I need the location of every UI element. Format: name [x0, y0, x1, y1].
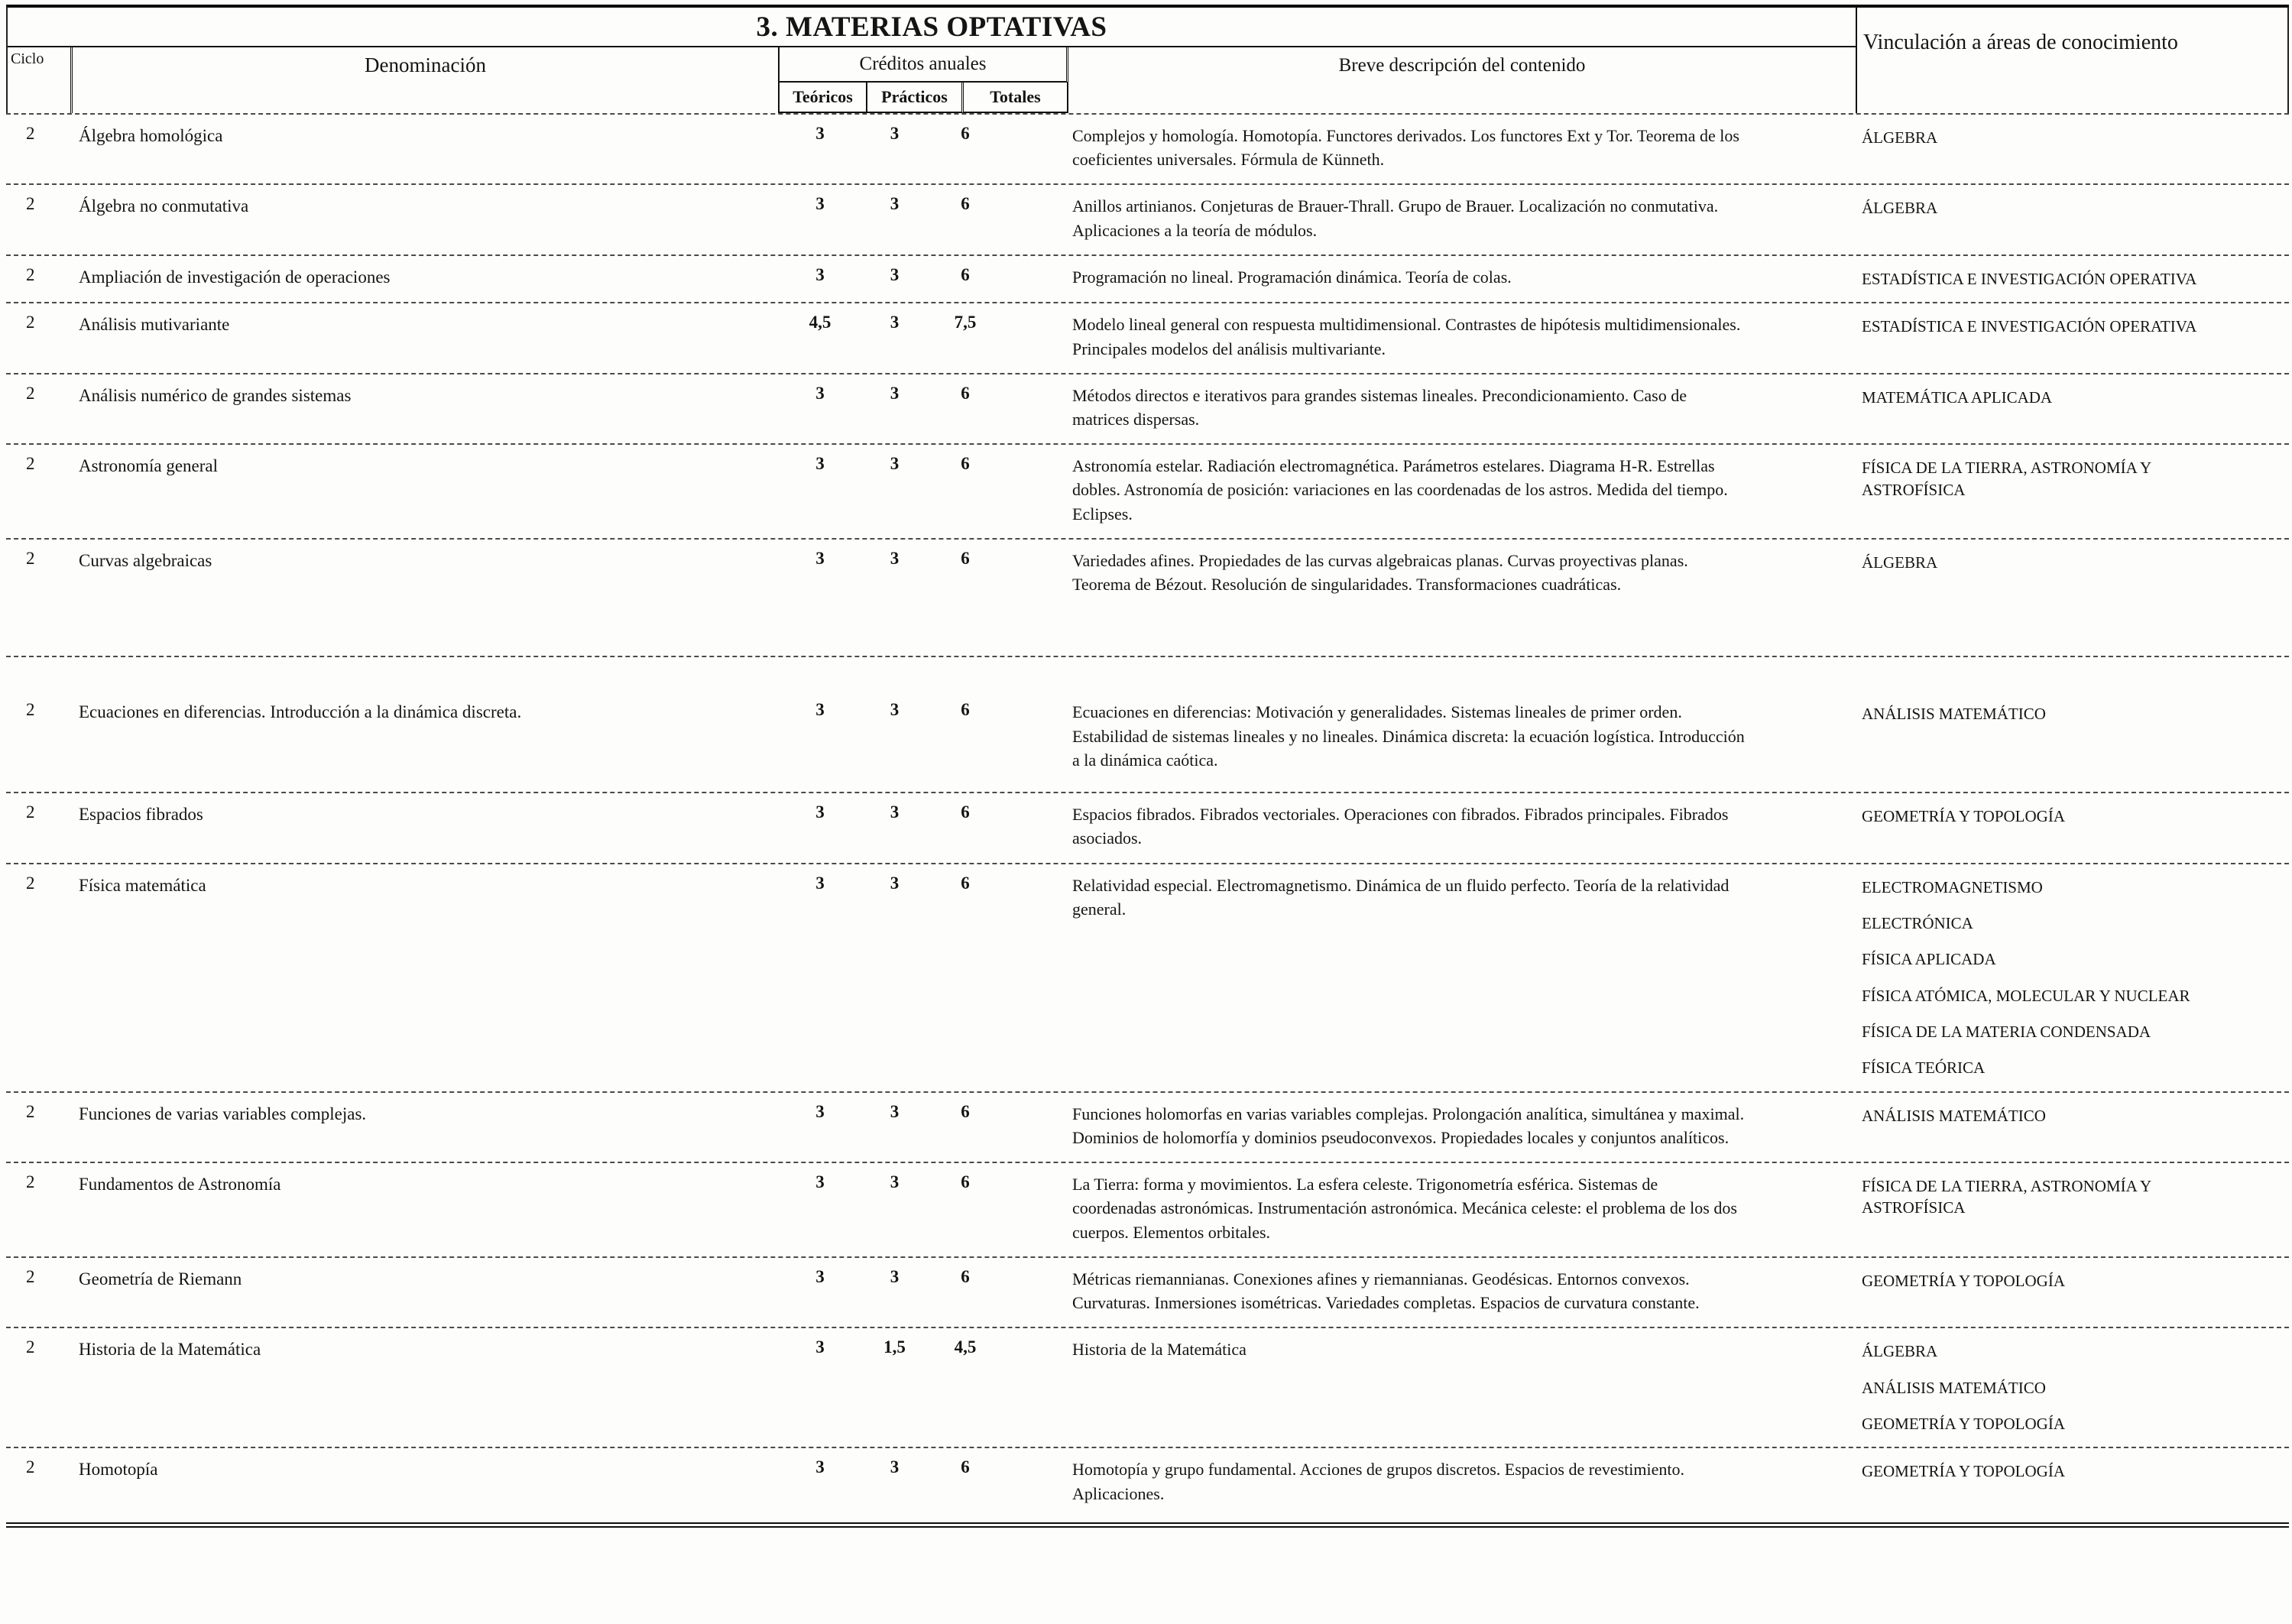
descripcion-value: La Tierra: forma y movimientos. La esfera celeste. Trigonometría esférica. Sistemas de coordenadas astronómicas. Instrumentación astronómica. Mecánica celeste: el problema de los dos cuerpos. Elementos orbitales. — [1072, 1175, 1737, 1242]
ciclo-value: 2 — [26, 802, 35, 822]
area-value: ESTADÍSTICA E INVESTIGACIÓN OPERATIVA — [1862, 317, 2197, 336]
denominacion-value: Geometría de Riemann — [79, 1269, 242, 1289]
table-header-left — [8, 8, 1856, 113]
practicos-value: 3 — [890, 873, 900, 893]
descripcion-value: Espacios fibrados. Fibrados vectoriales. Operaciones con fibrados. Fibrados principales. Fibrados asociados. — [1072, 805, 1729, 848]
table-row — [6, 538, 2289, 656]
area-value: GEOMETRÍA Y TOPOLOGÍA — [1862, 1414, 2065, 1433]
area-value: FÍSICA TEÓRICA — [1862, 1058, 1986, 1078]
teoricos-value: 3 — [815, 1337, 825, 1357]
descripcion-value: Astronomía estelar. Radiación electromagnética. Parámetros estelares. Diagrama H-R. Estrellas dobles. Astronomía de posición: variaciones en las coordenadas de los astros. Medida del tiempo. Eclipses. — [1072, 456, 1728, 524]
areas-cell — [1856, 540, 2292, 585]
totales-value: 6 — [961, 264, 970, 284]
column-header-vinculacion: Vinculación a áreas de conocimiento — [1856, 8, 2289, 113]
table-row — [6, 254, 2289, 302]
totales-value: 6 — [961, 1101, 970, 1121]
descripcion-value: Programación no lineal. Programación dinámica. Teoría de colas. — [1072, 267, 1512, 287]
areas-cell — [1856, 691, 2292, 737]
table-row — [6, 863, 2289, 1091]
practicos-value: 3 — [890, 1457, 900, 1477]
denominacion-value: Álgebra homológica — [79, 126, 223, 145]
area-value: ÁLGEBRA — [1862, 199, 1938, 218]
denominacion-value: Curvas algebraicas — [79, 550, 212, 570]
denominacion-value: Análisis numérico de grandes sistemas — [79, 385, 352, 405]
teoricos-value: 3 — [815, 383, 825, 403]
table-row — [6, 1256, 2289, 1327]
totales-value: 6 — [961, 1457, 970, 1477]
teoricos-value: 3 — [815, 1266, 825, 1286]
areas-cell — [1856, 1328, 2292, 1447]
area-value: FÍSICA DE LA TIERRA, ASTRONOMÍA Y ASTROFÍSICA — [1862, 459, 2151, 499]
teoricos-value: 3 — [815, 454, 825, 474]
ciclo-value: 2 — [26, 1101, 35, 1121]
totales-value: 6 — [961, 194, 970, 214]
denominacion-value: Álgebra no conmutativa — [79, 196, 249, 216]
table-row — [6, 792, 2289, 862]
practicos-value: 3 — [890, 700, 900, 720]
descripcion-value: Relatividad especial. Electromagnetismo. Dinámica de un fluido perfecto. Teoría de la relatividad general. — [1072, 875, 1730, 919]
descripcion-value: Anillos artinianos. Conjeturas de Brauer-Thrall. Grupo de Brauer. Localización no conmutativa. Aplicaciones a la teoría de módulos. — [1072, 196, 1719, 240]
descripcion-value: Funciones holomorfas en varias variables complejas. Prolongación analítica, simultánea y maximal. Dominios de holomorfía y dominios pseudoconvexos. Propiedades locales y conjuntos analíticos. — [1072, 1104, 1745, 1147]
teoricos-value: 3 — [815, 548, 825, 568]
totales-value: 6 — [961, 383, 970, 403]
denominacion-value: Análisis mutivariante — [79, 315, 230, 335]
ciclo-value: 2 — [26, 873, 35, 893]
areas-cell — [1856, 1093, 2292, 1139]
column-header-denominacion: Denominación — [365, 53, 486, 76]
areas-cell — [1856, 374, 2292, 420]
totales-value: 6 — [961, 802, 970, 822]
teoricos-value: 3 — [815, 1457, 825, 1477]
practicos-value: 3 — [890, 802, 900, 822]
area-value: ÁLGEBRA — [1862, 1342, 1938, 1361]
areas-cell — [1856, 256, 2292, 302]
column-header-descripcion: Breve descripción del contenido — [1338, 55, 1586, 76]
practicos-value: 3 — [890, 313, 900, 332]
areas-cell — [1856, 303, 2292, 349]
teoricos-value: 3 — [815, 1101, 825, 1121]
areas-cell — [1856, 864, 2292, 1091]
ciclo-value: 2 — [26, 194, 35, 214]
column-header-totales: Totales — [964, 83, 1068, 113]
table-row — [6, 1162, 2289, 1256]
area-value: FÍSICA DE LA MATERIA CONDENSADA — [1862, 1022, 2151, 1041]
areas-cell — [1856, 1258, 2292, 1304]
teoricos-value: 3 — [815, 194, 825, 214]
practicos-value: 3 — [890, 383, 900, 403]
totales-value: 6 — [961, 1266, 970, 1286]
descripcion-value: Ecuaciones en diferencias: Motivación y generalidades. Sistemas lineales de primer orden. Estabilidad de sistemas lineales y no lineales. Dinámica discreta: la ecuación logística. Introducción a la dinámica caótica. — [1072, 702, 1745, 770]
area-value: FÍSICA APLICADA — [1862, 950, 1996, 969]
denominacion-value: Fundamentos de Astronomía — [79, 1175, 281, 1194]
descripcion-value: Métricas riemannianas. Conexiones afines y riemannianas. Geodésicas. Entornos convexos. Curvaturas. Inmersiones isométricas. Variedades completas. Espacios de curvatura constante. — [1072, 1269, 1700, 1313]
page-title — [8, 8, 1856, 47]
table-row — [6, 443, 2289, 538]
areas-cell — [1856, 445, 2292, 513]
teoricos-value: 3 — [815, 802, 825, 822]
column-header-ciclo: Ciclo — [8, 47, 73, 113]
practicos-value: 3 — [890, 124, 900, 143]
area-value: MATEMÁTICA APLICADA — [1862, 387, 2053, 407]
area-value: ÁLGEBRA — [1862, 553, 1938, 572]
practicos-value: 1,5 — [883, 1337, 906, 1357]
area-value: GEOMETRÍA Y TOPOLOGÍA — [1862, 1462, 2065, 1481]
table-row — [6, 302, 2289, 372]
totales-value: 4,5 — [954, 1337, 977, 1357]
table-row — [6, 1091, 2289, 1162]
teoricos-value: 3 — [815, 124, 825, 143]
ciclo-value: 2 — [26, 1457, 35, 1477]
column-header-creditos-anuales: Créditos anuales — [778, 47, 1068, 83]
descripcion-value: Métodos directos e iterativos para grandes sistemas lineales. Precondicionamiento. Caso de matrices dispersas. — [1072, 385, 1687, 429]
practicos-value: 3 — [890, 1172, 900, 1192]
ciclo-value: 2 — [26, 313, 35, 332]
ciclo-value: 2 — [26, 700, 35, 720]
area-value: ANÁLISIS MATEMÁTICO — [1862, 705, 2046, 724]
area-value: ELECTRÓNICA — [1862, 913, 1973, 932]
areas-cell — [1856, 1448, 2292, 1494]
totales-value: 6 — [961, 548, 970, 568]
table-row — [6, 113, 2289, 183]
page-title-text: 3. MATERIAS OPTATIVAS — [756, 11, 1107, 43]
areas-cell — [1856, 1163, 2292, 1231]
area-value: FÍSICA DE LA TIERRA, ASTRONOMÍA Y ASTROFÍSICA — [1862, 1177, 2151, 1217]
area-value: GEOMETRÍA Y TOPOLOGÍA — [1862, 807, 2065, 826]
practicos-value: 3 — [890, 454, 900, 474]
table-body — [6, 113, 2289, 1528]
ciclo-value: 2 — [26, 124, 35, 143]
practicos-value: 3 — [890, 548, 900, 568]
descripcion-value: Historia de la Matemática — [1072, 1340, 1246, 1360]
totales-value: 6 — [961, 454, 970, 474]
ciclo-value: 2 — [26, 1337, 35, 1357]
area-value: ÁLGEBRA — [1862, 128, 1938, 147]
ciclo-value: 2 — [26, 383, 35, 403]
teoricos-value: 3 — [815, 700, 825, 720]
denominacion-value: Historia de la Matemática — [79, 1340, 261, 1360]
table-row — [6, 656, 2289, 792]
practicos-value: 3 — [890, 264, 900, 284]
denominacion-value: Homotopía — [79, 1460, 158, 1480]
practicos-value: 3 — [890, 1266, 900, 1286]
area-value: ANÁLISIS MATEMÁTICO — [1862, 1106, 2046, 1125]
area-value: ESTADÍSTICA E INVESTIGACIÓN OPERATIVA — [1862, 269, 2197, 288]
ciclo-value: 2 — [26, 1266, 35, 1286]
areas-cell — [1856, 115, 2292, 160]
areas-cell — [1856, 185, 2292, 231]
area-value: FÍSICA ATÓMICA, MOLECULAR Y NUCLEAR — [1862, 986, 2190, 1005]
descripcion-value: Modelo lineal general con respuesta multidimensional. Contrastes de hipótesis multidimensionales. Principales modelos del análisis multivariante. — [1072, 315, 1741, 358]
ciclo-value: 2 — [26, 454, 35, 474]
ciclo-value: 2 — [26, 264, 35, 284]
totales-value: 7,5 — [954, 313, 977, 332]
table-row — [6, 1447, 2289, 1522]
table-row — [6, 183, 2289, 254]
denominacion-value: Espacios fibrados — [79, 805, 203, 825]
table-row — [6, 1327, 2289, 1447]
practicos-value: 3 — [890, 1101, 900, 1121]
ciclo-value: 2 — [26, 1172, 35, 1192]
practicos-value: 3 — [890, 194, 900, 214]
table-row — [6, 373, 2289, 443]
area-value: GEOMETRÍA Y TOPOLOGÍA — [1862, 1271, 2065, 1290]
teoricos-value: 3 — [815, 873, 825, 893]
column-header-teoricos: Teóricos — [778, 83, 867, 113]
totales-value: 6 — [961, 124, 970, 143]
totales-value: 6 — [961, 873, 970, 893]
denominacion-value: Astronomía general — [79, 456, 219, 476]
descripcion-value: Complejos y homología. Homotopía. Functores derivados. Los functores Ext y Tor. Teorema de los coeficientes universales. Fórmula de Künneth. — [1072, 126, 1739, 170]
table-header — [6, 5, 2289, 113]
denominacion-value: Ampliación de investigación de operaciones — [79, 267, 391, 287]
totales-value: 6 — [961, 1172, 970, 1192]
teoricos-value: 4,5 — [809, 313, 832, 332]
denominacion-value: Funciones de varias variables complejas. — [79, 1104, 367, 1123]
teoricos-value: 3 — [815, 1172, 825, 1192]
area-value: ANÁLISIS MATEMÁTICO — [1862, 1378, 2046, 1397]
ciclo-value: 2 — [26, 548, 35, 568]
area-value: ELECTROMAGNETISMO — [1862, 877, 2043, 896]
denominacion-value: Física matemática — [79, 875, 206, 895]
column-header-practicos: Prácticos — [867, 83, 964, 113]
areas-cell — [1856, 793, 2292, 839]
teoricos-value: 3 — [815, 264, 825, 284]
totales-value: 6 — [961, 700, 970, 720]
descripcion-value: Variedades afines. Propiedades de las curvas algebraicas planas. Curvas proyectivas planas. Teorema de Bézout. Resolución de singularidades. Transformaciones cuadráticas. — [1072, 550, 1688, 595]
denominacion-value: Ecuaciones en diferencias. Introducción a la dinámica discreta. — [79, 702, 522, 722]
descripcion-value: Homotopía y grupo fundamental. Acciones de grupos discretos. Espacios de revestimiento. Aplicaciones. — [1072, 1460, 1684, 1503]
